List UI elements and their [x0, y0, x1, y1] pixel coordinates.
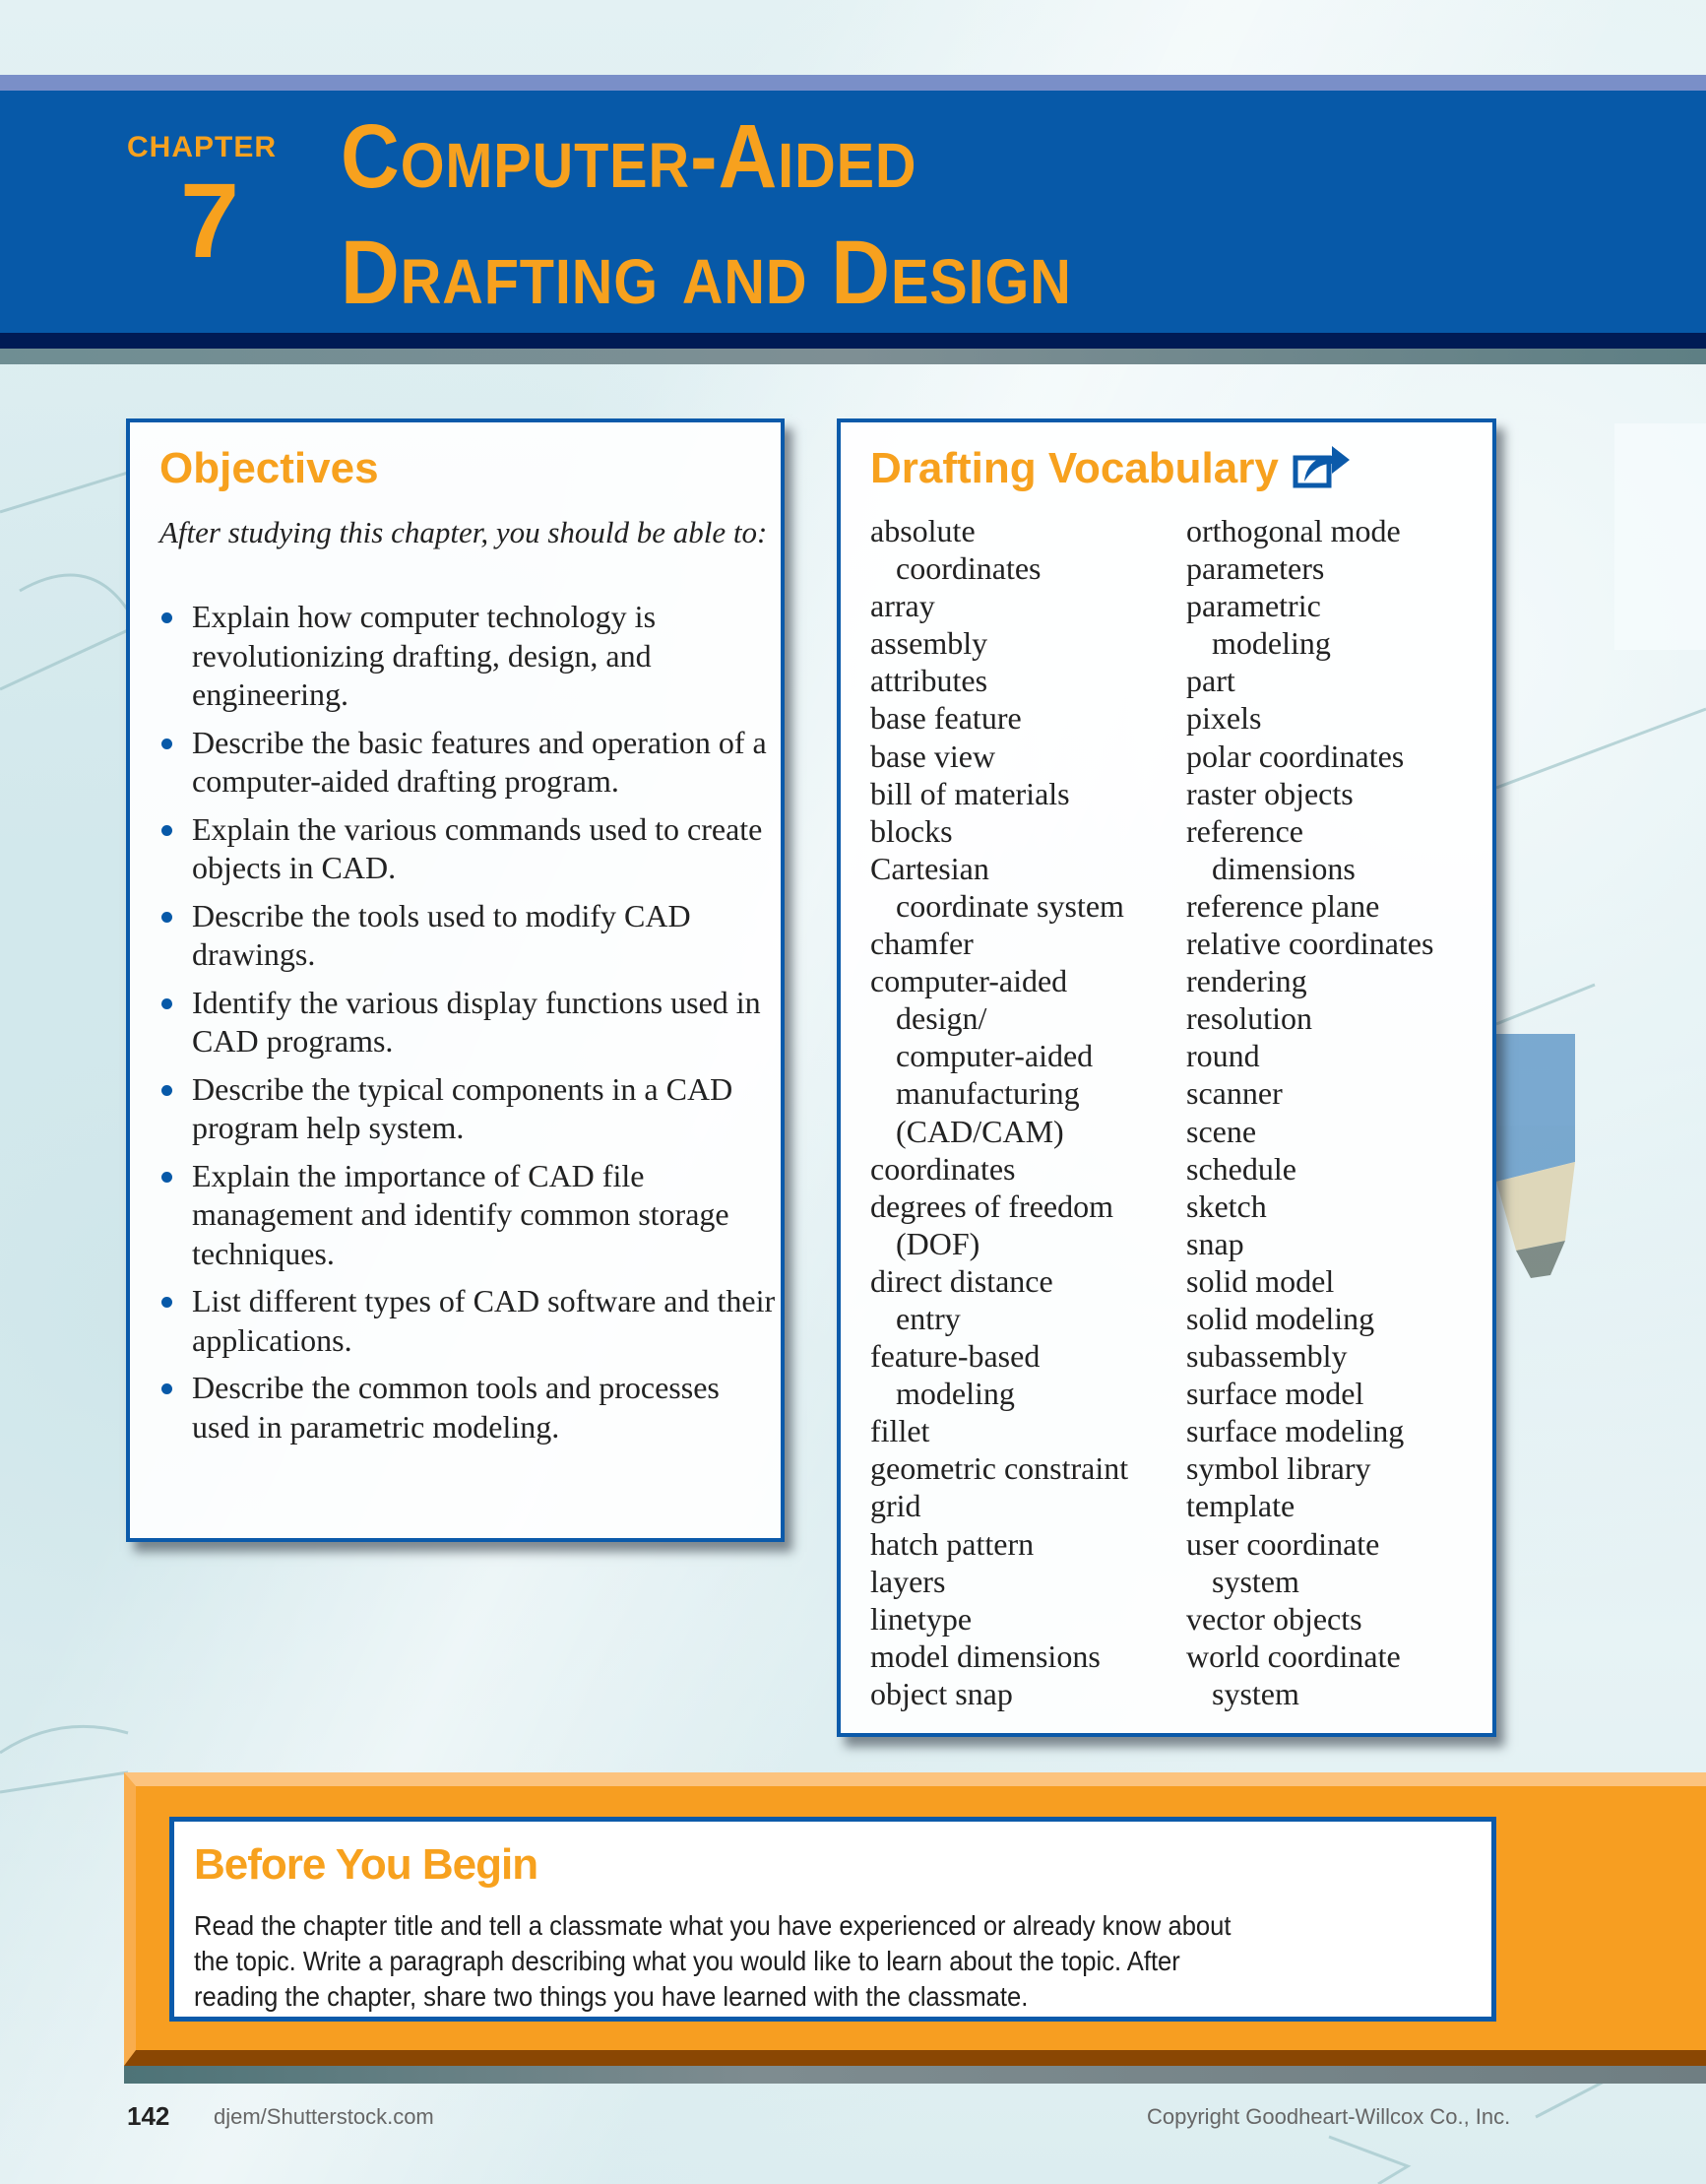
before-you-begin-panel: [169, 1817, 1496, 2022]
vocabulary-term: resolution: [1186, 1000, 1312, 1037]
vocabulary-term: blocks: [870, 812, 953, 849]
objective-text: List different types of CAD software and their applications.: [192, 1283, 776, 1358]
vocabulary-term: parameters: [1186, 550, 1325, 587]
vocabulary-term: coordinates: [870, 1150, 1016, 1187]
vocabulary-term: template: [1186, 1488, 1295, 1524]
vocabulary-term: user coordinate: [1186, 1525, 1380, 1562]
vocabulary-term: attributes: [870, 663, 988, 699]
objective-text: Describe the typical components in a CAD program help system.: [192, 1070, 733, 1145]
objective-item: [159, 810, 780, 888]
copyright-notice: Copyright Goodheart-Willcox Co., Inc.: [1147, 2104, 1511, 2129]
vocabulary-term: parametric: [1186, 588, 1321, 624]
objective-text: Describe the tools used to modify CAD drawings.: [192, 897, 691, 972]
before-you-begin-heading: Before You Begin: [194, 1840, 538, 1889]
banner-top-stripe: [0, 75, 1706, 91]
bullet-icon: [161, 739, 172, 749]
objectives-panel: [126, 418, 785, 1542]
objectives-list: [159, 598, 780, 1455]
objective-text: Explain the importance of CAD file management and identify common storage techniques.: [192, 1157, 729, 1271]
before-you-begin-line: Read the chapter title and tell a classmate what you have experienced or already know about: [194, 1910, 1232, 1941]
vocabulary-term: system: [1212, 1675, 1299, 1711]
vocabulary-term: grid: [870, 1488, 921, 1524]
vocabulary-term: bill of materials: [870, 775, 1070, 811]
bullet-icon: [161, 1297, 172, 1308]
vocabulary-term: assembly: [870, 625, 988, 662]
vocabulary-term: world coordinate: [1186, 1638, 1401, 1674]
objective-item: [159, 724, 780, 802]
vocabulary-term: (CAD/CAM): [896, 1113, 1064, 1149]
objectives-intro: After studying this chapter, you should be able to:: [159, 515, 768, 549]
bullet-icon: [161, 1085, 172, 1096]
before-you-begin-text: [194, 1908, 1476, 2015]
vocabulary-term: vector objects: [1186, 1600, 1362, 1637]
objective-text: Describe the common tools and processes used in parametric modeling.: [192, 1370, 720, 1445]
vocabulary-term: solid model: [1186, 1262, 1335, 1299]
chapter-title: [341, 98, 1072, 331]
vocabulary-term: orthogonal mode: [1186, 513, 1401, 548]
vocabulary-heading: Drafting Vocabulary: [870, 444, 1279, 492]
vocabulary-column-2: [1186, 512, 1491, 1712]
objective-text: Describe the basic features and operation of a computer-aided drafting program.: [192, 724, 767, 799]
vocabulary-term: reference plane: [1186, 887, 1380, 924]
objective-item: [159, 1070, 780, 1148]
vocabulary-term: scanner: [1186, 1075, 1283, 1112]
chapter-title-line-1: Computer-Aided: [341, 106, 917, 207]
page-number: 142: [127, 2101, 170, 2131]
vocabulary-term: subassembly: [1186, 1338, 1348, 1375]
vocabulary-term: solid modeling: [1186, 1300, 1375, 1336]
vocabulary-term: reference: [1186, 812, 1303, 849]
vocabulary-term: coordinates: [896, 550, 1042, 587]
vocabulary-term: relative coordinates: [1186, 926, 1434, 962]
vocabulary-term: polar coordinates: [1186, 738, 1405, 774]
chapter-title-line-2: Drafting and Design: [341, 223, 1072, 323]
bullet-icon: [161, 912, 172, 923]
vocabulary-term: linetype: [870, 1600, 973, 1637]
vocabulary-term: system: [1212, 1563, 1299, 1599]
vocabulary-term: layers: [870, 1563, 946, 1599]
vocabulary-term: absolute: [870, 513, 976, 548]
vocabulary-term: degrees of freedom: [870, 1188, 1113, 1224]
vocabulary-term: computer-aided: [896, 1038, 1094, 1074]
vocabulary-panel: [837, 418, 1496, 1737]
vocabulary-term: raster objects: [1186, 775, 1354, 811]
vocabulary-term: snap: [1186, 1225, 1244, 1261]
vocabulary-term: round: [1186, 1038, 1260, 1074]
vocabulary-heading-row: [870, 444, 1352, 492]
objectives-heading: Objectives: [159, 444, 379, 492]
vocabulary-term: direct distance: [870, 1262, 1053, 1299]
photo-credit: djem/Shutterstock.com: [214, 2104, 434, 2129]
objective-item: [159, 1157, 780, 1274]
vocabulary-term: surface model: [1186, 1376, 1364, 1412]
vocabulary-term: scene: [1186, 1113, 1257, 1149]
vocabulary-term: object snap: [870, 1675, 1013, 1711]
vocabulary-term: computer-aided: [870, 963, 1068, 999]
vocabulary-term: model dimensions: [870, 1638, 1101, 1674]
vocabulary-term: modeling: [1212, 625, 1331, 662]
banner-bottom-stripe: [0, 333, 1706, 349]
vocabulary-term: base view: [870, 738, 996, 774]
vocabulary-term: (DOF): [896, 1225, 980, 1261]
vocabulary-term: array: [870, 588, 935, 624]
vocabulary-term: dimensions: [1212, 850, 1356, 886]
objective-text: Explain the various commands used to create objects in CAD.: [192, 810, 763, 885]
vocabulary-term: entry: [896, 1300, 961, 1336]
vocabulary-term: modeling: [896, 1376, 1015, 1412]
vocabulary-term: manufacturing: [896, 1075, 1080, 1112]
vocabulary-term: hatch pattern: [870, 1525, 1035, 1562]
banner-shadow-stripe: [0, 349, 1706, 364]
before-you-begin-line: reading the chapter, share two things you have learned with the classmate.: [194, 1981, 1029, 2012]
vocabulary-term: rendering: [1186, 963, 1307, 999]
frame-shadow-strip: [124, 2066, 1706, 2084]
vocabulary-term: fillet: [870, 1413, 930, 1449]
vocabulary-column-1: [870, 512, 1185, 1712]
objective-text: Explain how computer technology is revolutionizing drafting, design, and engineering.: [192, 599, 657, 712]
chapter-label: CHAPTER: [127, 131, 278, 163]
bullet-icon: [161, 825, 172, 836]
vocabulary-term: chamfer: [870, 926, 974, 962]
vocabulary-term: sketch: [1186, 1188, 1267, 1224]
vocabulary-term: base feature: [870, 700, 1022, 737]
vocabulary-term: schedule: [1186, 1150, 1296, 1187]
objective-text: Identify the various display functions used in CAD programs.: [192, 984, 761, 1059]
vocabulary-term: symbol library: [1186, 1450, 1371, 1487]
vocabulary-term: pixels: [1186, 700, 1262, 737]
vocabulary-term: coordinate system: [896, 887, 1124, 924]
objective-item: [159, 897, 780, 975]
chapter-number: 7: [180, 161, 240, 280]
vocabulary-term: surface modeling: [1186, 1413, 1405, 1449]
objective-item: [159, 984, 780, 1061]
objective-item: [159, 1282, 780, 1360]
vocabulary-term: Cartesian: [870, 850, 989, 886]
vocabulary-term: feature-based: [870, 1338, 1041, 1375]
objective-item: [159, 598, 780, 715]
vocabulary-term: design/: [896, 1000, 987, 1037]
vocabulary-term: geometric constraint: [870, 1450, 1129, 1487]
share-arrow-icon[interactable]: [1293, 442, 1352, 489]
bullet-icon: [161, 998, 172, 1009]
before-you-begin-line: the topic. Write a paragraph describing what you would like to learn about the topic. After: [194, 1946, 1180, 1976]
vocabulary-term: part: [1186, 663, 1235, 699]
objective-item: [159, 1369, 780, 1446]
bullet-icon: [161, 1383, 172, 1394]
bullet-icon: [161, 612, 172, 623]
bullet-icon: [161, 1172, 172, 1183]
